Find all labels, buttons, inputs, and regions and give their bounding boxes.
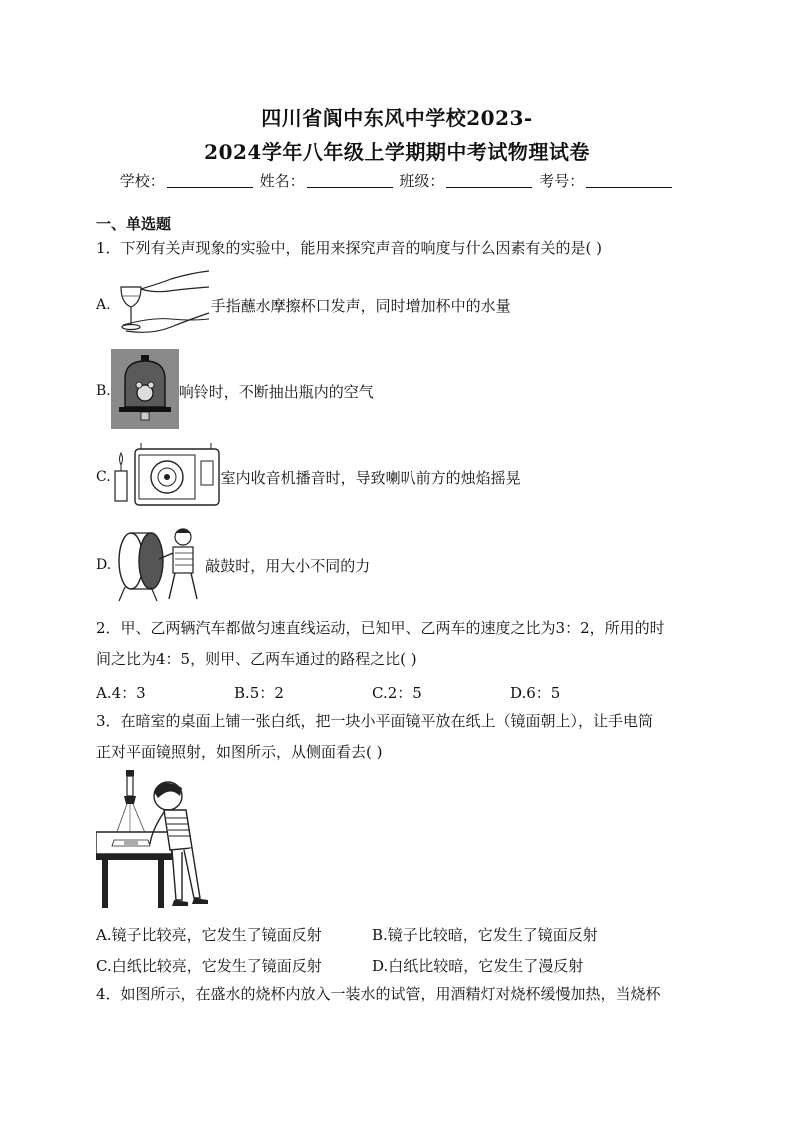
exam-number-blank bbox=[586, 173, 672, 188]
radio-candle-icon bbox=[111, 441, 221, 513]
question-2-option-c: C.2：5 bbox=[372, 684, 422, 702]
option-b-label: B. bbox=[96, 383, 111, 399]
question-1-option-a bbox=[96, 270, 511, 340]
section-title: 一、单选题 bbox=[96, 215, 172, 233]
option-a-label: A. bbox=[96, 297, 111, 313]
question-3-option-c: C.白纸比较亮，它发生了镜面反射 bbox=[96, 957, 322, 975]
option-c-text: 室内收音机播音时，导致喇叭前方的烛焰摇晃 bbox=[220, 468, 521, 487]
question-4-stem-line1: 4．如图所示，在盛水的烧杯内放入一装水的试管，用酒精灯对烧杯缓慢加热，当烧杯 bbox=[96, 985, 661, 1003]
bell-jar-icon bbox=[111, 349, 179, 433]
name-blank bbox=[307, 173, 393, 188]
name-label: 姓名： bbox=[259, 172, 305, 190]
option-b-text: 响铃时，不断抽出瓶内的空气 bbox=[178, 382, 374, 401]
question-2-option-b: B.5：2 bbox=[234, 684, 284, 702]
wine-glass-finger-icon bbox=[111, 269, 211, 341]
question-3-option-d: D.白纸比较暗，它发生了漫反射 bbox=[372, 957, 584, 975]
question-1-option-d bbox=[96, 524, 370, 606]
flashlight-mirror-boy-icon bbox=[96, 770, 216, 914]
question-2-option-d: D.6：5 bbox=[510, 684, 561, 702]
question-3-stem-line2: 正对平面镜照射，如图所示，从侧面看去( ) bbox=[96, 743, 383, 761]
question-1-option-b bbox=[96, 350, 374, 432]
exam-title-line2: 2024学年八年级上学期期中考试物理试卷 bbox=[204, 140, 590, 164]
question-1-stem: 1．下列有关声现象的实验中，能用来探究声音的响度与什么因素有关的是( ) bbox=[96, 239, 603, 257]
school-label: 学校： bbox=[119, 172, 165, 190]
question-3-option-b: B.镜子比较暗，它发生了镜面反射 bbox=[372, 926, 598, 944]
question-2-option-a: A.4：3 bbox=[96, 684, 146, 702]
question-3-option-a: A.镜子比较亮，它发生了镜面反射 bbox=[96, 926, 322, 944]
exam-title-line1: 四川省阆中东风中学校2023- bbox=[261, 106, 533, 130]
question-3-stem-line1: 3．在暗室的桌面上铺一张白纸，把一块小平面镜平放在纸上（镜面朝上），让手电筒 bbox=[96, 712, 654, 730]
student-info-line bbox=[0, 170, 794, 191]
option-c-label: C. bbox=[96, 469, 111, 485]
question-2-stem-line2: 间之比为4：5，则甲、乙两车通过的路程之比( ) bbox=[96, 650, 417, 668]
exam-number-label: 考号： bbox=[539, 172, 585, 190]
question-1-option-c bbox=[96, 442, 521, 512]
option-d-label: D. bbox=[96, 557, 112, 573]
option-a-text: 手指蘸水摩擦杯口发声，同时增加杯中的水量 bbox=[210, 296, 511, 315]
class-label: 班级： bbox=[399, 172, 445, 190]
drum-boy-icon bbox=[111, 523, 205, 607]
school-blank bbox=[167, 173, 253, 188]
question-2-stem-line1: 2．甲、乙两辆汽车都做匀速直线运动，已知甲、乙两车的速度之比为3：2，所用的时 bbox=[96, 619, 665, 637]
option-d-text: 敲鼓时，用大小不同的力 bbox=[205, 556, 371, 575]
class-blank bbox=[446, 173, 532, 188]
